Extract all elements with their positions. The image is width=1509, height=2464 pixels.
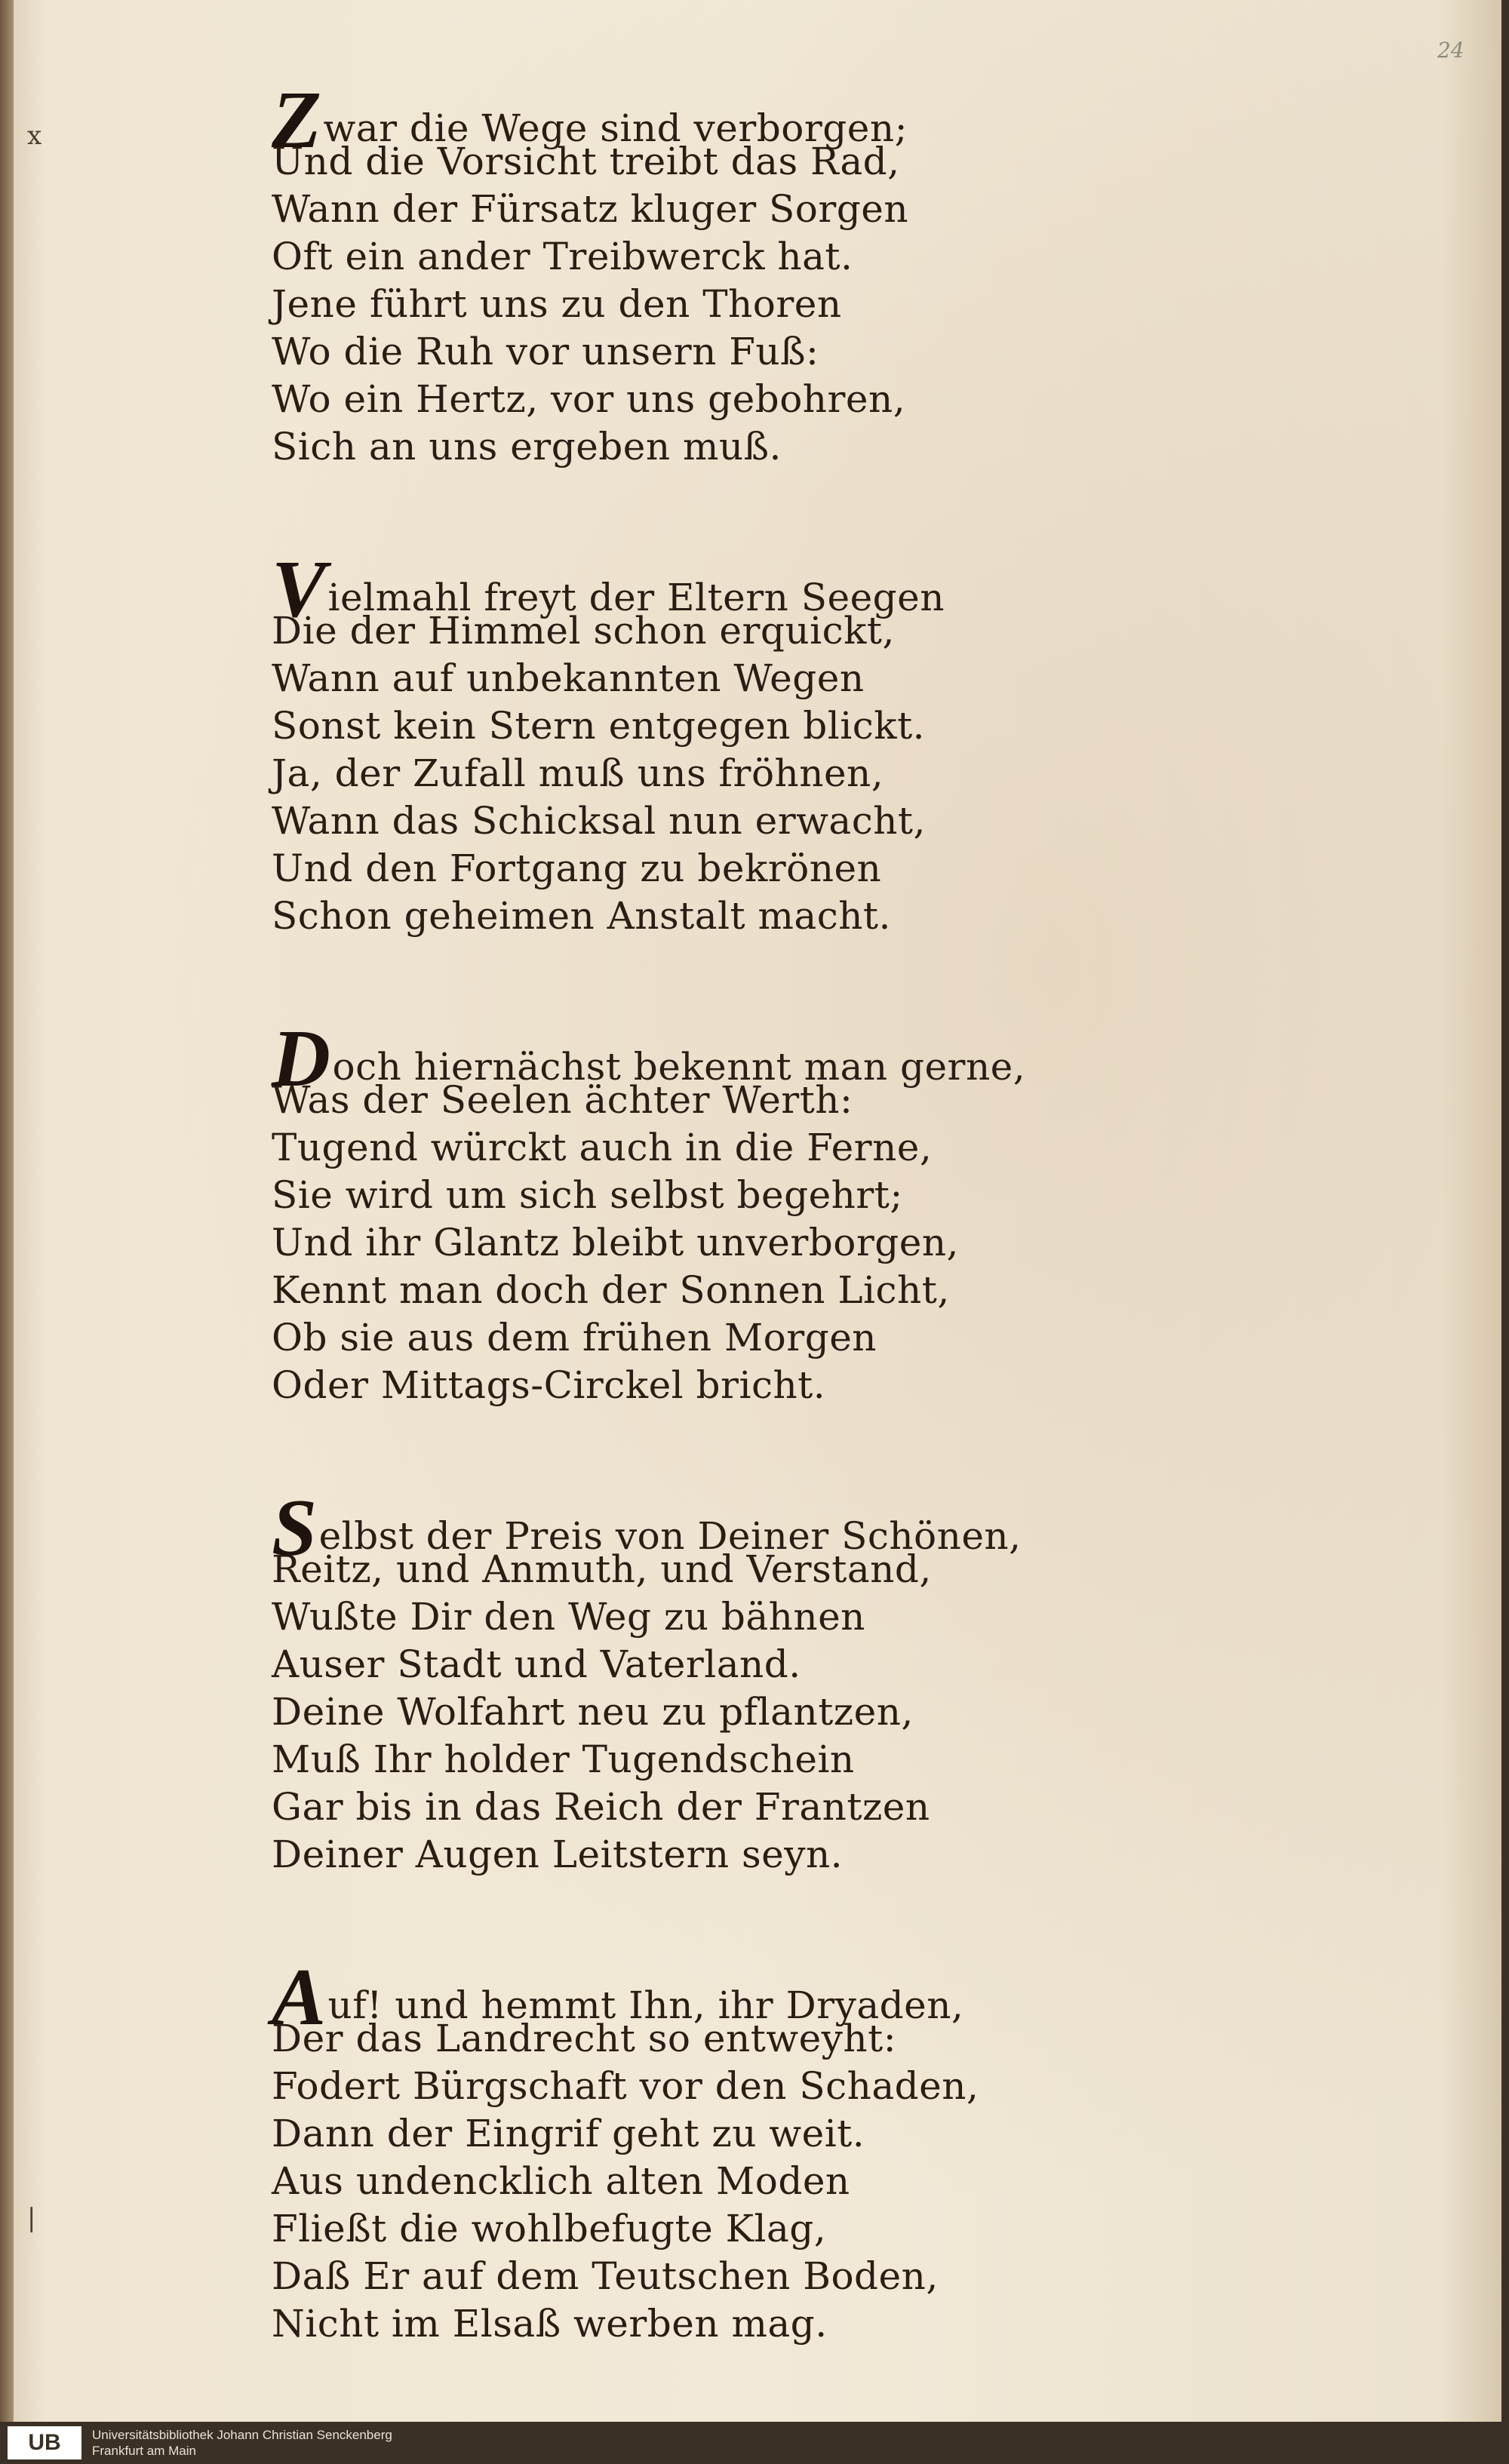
poem-line: Muß Ihr holder Tugendschein bbox=[272, 1737, 855, 1781]
poem-line: Oder Mittags-Circkel bricht. bbox=[272, 1363, 826, 1407]
poem-line: Zwar die Wege sind verborgen; bbox=[272, 75, 908, 165]
poem-line: Sonst kein Stern entgegen blickt. bbox=[272, 704, 926, 748]
library-name: Universitätsbibliothek Johann Christian Senckenberg bbox=[92, 2428, 392, 2442]
initial-letter: S bbox=[272, 1483, 318, 1573]
poem-line: Aus undencklich alten Moden bbox=[272, 2159, 850, 2203]
poem-line: Sich an uns ergeben muß. bbox=[272, 425, 782, 469]
poem-line: Gar bis in das Reich der Frantzen bbox=[272, 1785, 930, 1829]
poem-line: Wann das Schicksal nun erwacht, bbox=[272, 799, 926, 843]
poem-line: Deine Wolfahrt neu zu pflantzen, bbox=[272, 1690, 914, 1734]
poem-line: Wann der Fürsatz kluger Sorgen bbox=[272, 187, 909, 231]
initial-letter: Z bbox=[272, 75, 322, 165]
poem-line: Auser Stadt und Vaterland. bbox=[272, 1642, 801, 1686]
poem-line: Jene führt uns zu den Thoren bbox=[272, 282, 842, 326]
initial-letter: A bbox=[272, 1952, 327, 2042]
initial-letter: V bbox=[272, 545, 327, 634]
poem-line: Doch hiernächst bekennt man gerne, bbox=[272, 1014, 1026, 1104]
poem-line: Der das Landrecht so entweyht: bbox=[272, 2017, 897, 2060]
stanza-5 bbox=[272, 1952, 1102, 2348]
page-number: 24 bbox=[1437, 38, 1464, 63]
poem-line: Ja, der Zufall muß uns fröhnen, bbox=[272, 751, 884, 795]
stanza-3 bbox=[272, 1014, 1102, 1409]
poem-line: Fodert Bürgschaft vor den Schaden, bbox=[272, 2064, 979, 2108]
poem-line: Was der Seelen ächter Werth: bbox=[272, 1078, 853, 1122]
library-credit bbox=[92, 2427, 392, 2459]
poem-line: Und die Vorsicht treibt das Rad, bbox=[272, 140, 900, 183]
poem-line: Deiner Augen Leitstern seyn. bbox=[272, 1833, 844, 1876]
poem-line: Vielmahl freyt der Eltern Seegen bbox=[272, 545, 945, 634]
poem-line: Selbst der Preis von Deiner Schönen, bbox=[272, 1483, 1022, 1573]
library-logo: UB bbox=[8, 2426, 81, 2459]
poem-line: Nicht im Elsaß werben mag. bbox=[272, 2302, 828, 2346]
poem-line: Wann auf unbekannten Wegen bbox=[272, 656, 865, 700]
book-spine bbox=[0, 0, 14, 2422]
poem bbox=[272, 75, 1102, 2437]
margin-mark: | bbox=[27, 2203, 36, 2233]
poem-line: Die der Himmel schon erquickt, bbox=[272, 609, 895, 653]
poem-line: Wo die Ruh vor unsern Fuß: bbox=[272, 330, 819, 373]
poem-line: Fließt die wohlbefugte Klag, bbox=[272, 2207, 827, 2250]
stanza-1 bbox=[272, 75, 1102, 471]
poem-line: Sie wird um sich selbst begehrt; bbox=[272, 1173, 903, 1217]
footer-bar bbox=[0, 2422, 1509, 2464]
poem-line: Reitz, und Anmuth, und Verstand, bbox=[272, 1547, 932, 1591]
poem-line: Auf! und hemmt Ihn, ihr Dryaden, bbox=[272, 1952, 964, 2042]
initial-letter: D bbox=[272, 1014, 331, 1104]
poem-line: Und den Fortgang zu bekrönen bbox=[272, 846, 882, 890]
poem-line: Ob sie aus dem frühen Morgen bbox=[272, 1316, 877, 1360]
poem-line: Wo ein Hertz, vor uns gebohren, bbox=[272, 377, 906, 421]
poem-line: Kennt man doch der Sonnen Licht, bbox=[272, 1268, 950, 1312]
poem-line: Schon geheimen Anstalt macht. bbox=[272, 894, 891, 938]
margin-mark: x bbox=[27, 121, 42, 151]
poem-line: Dann der Eingrif geht zu weit. bbox=[272, 2112, 865, 2155]
stanza-4 bbox=[272, 1483, 1102, 1879]
poem-line: Und ihr Glantz bleibt unverborgen, bbox=[272, 1221, 959, 1264]
poem-line: Oft ein ander Treibwerck hat. bbox=[272, 235, 853, 278]
library-city: Frankfurt am Main bbox=[92, 2444, 196, 2458]
poem-line: Wußte Dir den Weg zu bähnen bbox=[272, 1595, 865, 1639]
stanza-2 bbox=[272, 545, 1102, 940]
poem-line: Tugend würckt auch in die Ferne, bbox=[272, 1126, 933, 1169]
poem-line: Daß Er auf dem Teutschen Boden, bbox=[272, 2254, 939, 2298]
